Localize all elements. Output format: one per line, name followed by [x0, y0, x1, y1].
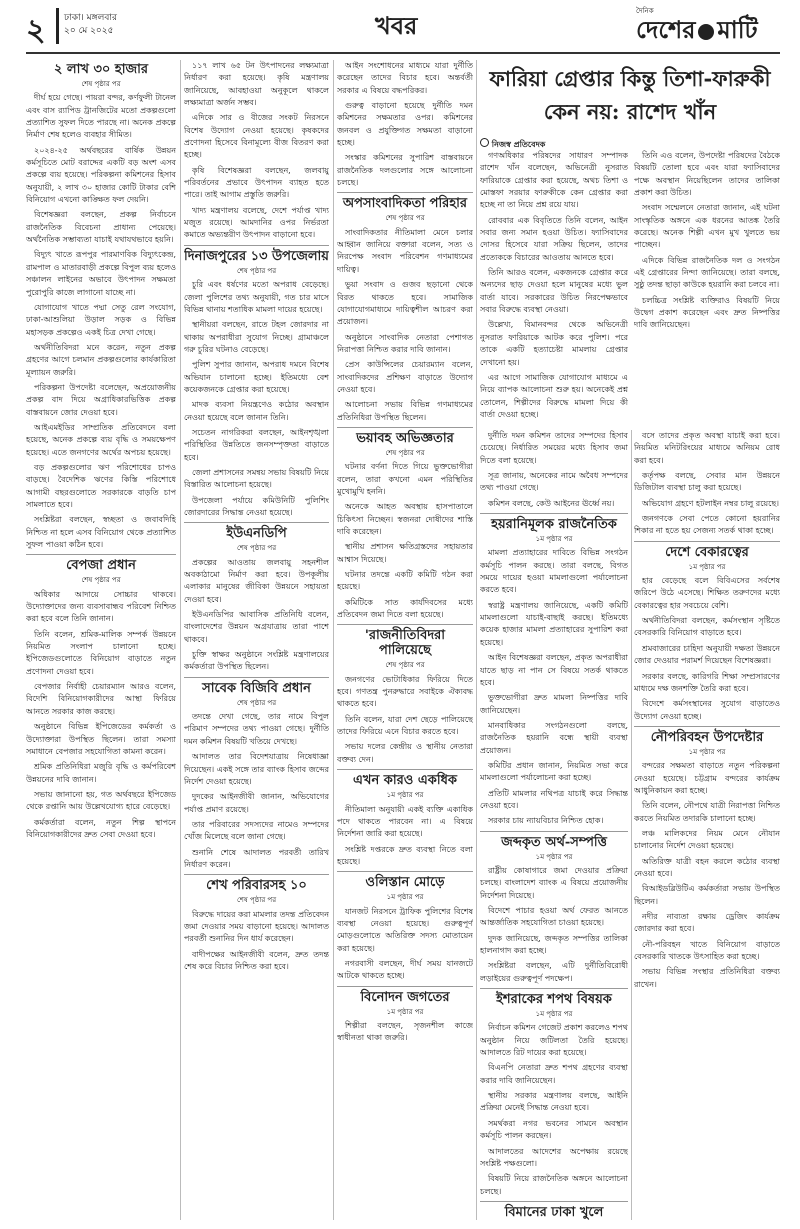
paragraph: ঘটনার বর্ণনা দিতে গিয়ে ভুক্তভোগীরা বলেন, তারা কখনো এমন পরিস্থিতির মুখোমুখি হননি।	[337, 462, 473, 496]
article	[480, 988, 628, 1198]
paragraph: গণঅধিকার পরিষদের সাধারণ সম্পাদক রাশেদ খাঁন বলেছেন, অভিনেত্রী নুসরাত ফারিয়াকে গ্রেপ্তার করা হয়েছে, অথচ তিশা ও মোস্তফা সরয়ার ফারুকীকে কেন গ্রেপ্তার করা হচ্ছে না তা নিয়ে প্রশ্ন রয়ে যায়।	[480, 151, 628, 210]
byline-circle-icon	[480, 138, 489, 147]
column-divider	[631, 430, 632, 1220]
paragraph: ইউএনডিপির আবাসিক প্রতিনিধি বলেন, বাংলাদেশের উন্নয়ন অগ্রযাত্রায় তারা পাশে থাকবে।	[184, 610, 329, 644]
paragraph: সভায় দলের কেন্দ্রীয় ও স্থানীয় নেতারা বক্তব্য দেন।	[337, 742, 473, 764]
column-divider	[476, 60, 477, 1220]
paragraph: আইন বিশেষজ্ঞরা বলছেন, প্রকৃত অপরাধীরা যাতে ছাড় না পান সে বিষয়ে সতর্ক থাকতে হবে।	[480, 653, 628, 687]
lead-column-1	[480, 150, 628, 420]
paragraph: আদালত তার বিদেশযাত্রায় নিষেধাজ্ঞা দিয়েছেন। একই সঙ্গে তার ব্যাংক হিসাব জব্দের নির্দেশ দেওয়া হয়েছে।	[184, 752, 329, 786]
paragraph: সূত্র জানায়, অনেকের নামে অবৈধ সম্পদের তথ্য পাওয়া গেছে।	[480, 471, 628, 493]
article-title: বিমানের ঢাকা খুলে	[504, 1204, 604, 1220]
paragraph: সংশ্লিষ্টরা বলছেন, স্বচ্ছতা ও জবাবদিহি নিশ্চিত না হলে এসব বিনিয়োগ থেকে প্রত্যাশিত সুফল পাওয়া কঠিন হবে।	[26, 515, 176, 550]
paragraph: কর্মকর্তারা বলেন, নতুন শিল্প স্থাপনে বিনিয়োগকারীদের দ্রুত সেবা দেওয়া হবে।	[26, 817, 176, 839]
paragraph: খাদ্য মন্ত্রণালয় বলেছে, দেশে পর্যাপ্ত খাদ্য মজুত রয়েছে। আমদানির ওপর নির্ভরতা কমাতে অভ্যন্তরীণ উৎপাদন বাড়ানো হবে।	[184, 205, 329, 240]
paragraph: এদিকে বিভিন্ন রাজনৈতিক দল ও সংগঠন এই গ্রেপ্তারের নিন্দা জানিয়েছে। তারা বলছে, সুষ্ঠু তদন্ত ছাড়া কাউকে হয়রানি করা চলবে না।	[634, 255, 780, 290]
paragraph: উল্লেখ্য, বিমানবন্দর থেকে অভিনেত্রী নুসরাত ফারিয়াকে আটক করে পুলিশ। পরে তাকে একটি হত্যাচেষ্টা মামলায় গ্রেপ্তার দেখানো হয়।	[480, 320, 628, 367]
paragraph: প্রতিটি মামলার নথিপত্র যাচাই করে সিদ্ধান্ত নেওয়া হবে।	[480, 788, 628, 810]
paragraph: বিআইডব্লিউটিএ কর্মকর্তারা সভায় উপস্থিত ছিলেন।	[634, 884, 780, 906]
article-separator	[184, 522, 329, 523]
paragraph: বিরুদ্ধে দায়ের করা মামলার তদন্ত প্রতিবেদন জমা দেওয়ার সময় বাড়ানো হয়েছে। আদালত পরবর্তী শুনানির দিন ধার্য করেছেন।	[184, 909, 329, 944]
paragraph: ভুক্তভোগীরা দ্রুত মামলা নিষ্পত্তির দাবি জানিয়েছেন।	[480, 693, 628, 715]
paragraph: স্থানীয় প্রশাসন ক্ষতিগ্রস্তদের সহায়তার আশ্বাস দিয়েছে।	[337, 542, 473, 564]
paragraph: অর্থনীতিবিদরা বলছেন, কর্মসংস্থান সৃষ্টিতে বেসরকারি বিনিয়োগ বাড়াতে হবে।	[634, 616, 780, 638]
article-title: দিনাজপুরের ১৩ উপজেলায়	[184, 248, 329, 264]
column-5	[634, 430, 780, 1220]
article-title: বিনোদন জগতের	[360, 989, 450, 1005]
paragraph: তার পরিবারের সদস্যদের নামেও সম্পদের খোঁজ মিলেছে বলে জানা গেছে।	[184, 819, 329, 842]
article	[337, 986, 473, 1045]
paragraph: অনুষ্ঠানে বিভিন্ন ইপিজেডের কর্মকর্তা ও উদ্যোক্তারা উপস্থিত ছিলেন। তারা সমস্যা সমাধানে বেপজার সহযোগিতা কামনা করেন।	[26, 722, 176, 756]
paragraph: নীতিমালা অনুযায়ী একই ব্যক্তি একাধিক পদে থাকতে পারবেন না। এ বিষয়ে নির্দেশনা জারি করা হয়েছে।	[337, 804, 473, 839]
article	[337, 427, 473, 621]
article-continued-note: ১ম পৃষ্ঠার পর	[386, 791, 424, 800]
article	[634, 726, 780, 991]
masthead	[636, 12, 758, 52]
paragraph: ভুয়া সংবাদ ও গুজব ছড়ানো থেকে বিরত থাকতে হবে। সামাজিক যোগাযোগমাধ্যমে দায়িত্বশীল আচরণ করা প্রয়োজন।	[337, 280, 473, 327]
paragraph: স্থানীয়রা বলছেন, রাতে টহল জোরদার না থাকায় অপরাধীরা সুযোগ নিচ্ছে। গ্রামাঞ্চলে গরু চুরির ঘটনাও বেড়েছে।	[184, 320, 329, 354]
paragraph: তিনি বলেন, নৌপথে যাত্রী নিরাপত্তা নিশ্চিত করতে নিয়মিত তদারকি চালানো হচ্ছে।	[634, 801, 780, 823]
paragraph: রোববার এক বিবৃতিতে তিনি বলেন, আইন সবার জন্য সমান হওয়া উচিত। ফ্যাসিবাদের দোসর হিসেবে যারা সক্রিয় ছিলেন, তাদের প্রত্যেককে বিচারের আওতায় আনতে হবে।	[480, 215, 628, 262]
masthead-small: দৈনিক	[636, 7, 654, 15]
paragraph: তদন্তে দেখা গেছে, তার নামে বিপুল পরিমাণ সম্পদের তথ্য পাওয়া গেছে। দুর্নীতি দমন কমিশন বিষয়টি খতিয়ে দেখছে।	[184, 712, 329, 746]
article-separator	[480, 988, 628, 989]
column-divider	[180, 60, 181, 1220]
paragraph: স্বরাষ্ট্র মন্ত্রণালয় জানিয়েছে, একটি কমিটি মামলাগুলো যাচাই-বাছাই করছে। ইতিমধ্যে কয়েক হাজার মামলা প্রত্যাহারের সুপারিশ করা হয়েছে।	[480, 600, 628, 647]
paragraph: চুক্তি স্বাক্ষর অনুষ্ঠানে সংশ্লিষ্ট মন্ত্রণালয়ের কর্মকর্তারা উপস্থিত ছিলেন।	[184, 650, 329, 672]
article	[184, 60, 329, 242]
paragraph: বেপজার নির্বাহী চেয়ারম্যান আরও বলেন, বিদেশি বিনিয়োগকারীদের আস্থা ফিরিয়ে আনতে সরকার কাজ করছে।	[26, 682, 176, 716]
paragraph: কর্তৃপক্ষ বলছে, সেবার মান উন্নয়নে ডিজিটাল ব্যবস্থা চালু করা হয়েছে।	[634, 471, 780, 493]
masthead-globe-icon	[698, 24, 714, 40]
paragraph: স্থানীয় সরকার মন্ত্রণালয় বলছে, আইনি প্রক্রিয়া মেনেই সিদ্ধান্ত নেওয়া হবে।	[480, 1091, 628, 1113]
paragraph: প্রকল্পের আওতায় জলবায়ু সহনশীল অবকাঠামো নির্মাণ করা হবে। উপকূলীয় এলাকার মানুষের জীবিকা উন্নয়নে সহায়তা দেওয়া হবে।	[184, 557, 329, 604]
article	[26, 62, 176, 551]
page-number: ২	[26, 13, 46, 48]
paragraph: শ্রমিক প্রতিনিধিরা মজুরি বৃদ্ধি ও কর্মপরিবেশ উন্নয়নের দাবি জানান।	[26, 762, 176, 784]
paragraph: কৃষি বিশেষজ্ঞরা বলছেন, জলবায়ু পরিবর্তনের প্রভাবে উৎপাদন ব্যাহত হতে পারে। তাই আগাম প্রস্তুতি জরুরি।	[184, 165, 329, 200]
paragraph: সংবাদ সম্মেলনে নেতারা জানান, এই ঘটনা সাংস্কৃতিক অঙ্গনে এক ধরনের আতঙ্ক তৈরি করেছে। অনেক শিল্পী এখন মুখ খুলতে ভয় পাচ্ছেন।	[634, 203, 780, 250]
article-separator	[480, 831, 628, 832]
paragraph: সরকার বলছে, কারিগরি শিক্ষা সম্প্রসারণের মাধ্যমে দক্ষ জনশক্তি তৈরি করা হবে।	[634, 671, 780, 693]
column-divider	[333, 60, 334, 1220]
paragraph: চলচ্চিত্র সংশ্লিষ্ট ব্যক্তিরাও বিষয়টি নিয়ে উদ্বেগ প্রকাশ করেছেন এবং দ্রুত নিষ্পত্তির দাবি জানিয়েছেন।	[634, 295, 780, 330]
masthead-left: দেশের	[636, 15, 696, 44]
paragraph: বন্দরের সক্ষমতা বাড়াতে নতুন পরিকল্পনা নেওয়া হয়েছে। চট্টগ্রাম বন্দরের কার্যক্রম আধুনিকায়ন করা হচ্ছে।	[634, 761, 780, 795]
paragraph: উপজেলা পর্যায়ে কমিউনিটি পুলিশিং জোরদারের সিদ্ধান্ত নেওয়া হয়েছে।	[184, 495, 329, 517]
paragraph: জেলা প্রশাসনের সমন্বয় সভায় বিষয়টি নিয়ে বিস্তারিত আলোচনা হয়েছে।	[184, 467, 329, 490]
paragraph: ঘটনার তদন্তে একটি কমিটি গঠন করা হয়েছে।	[337, 570, 473, 592]
article-title: এখন কারও একধিক	[353, 773, 457, 789]
paragraph: কমিটির প্রধান জানান, নিয়মিত সভা করে মামলাগুলো পর্যালোচনা করা হচ্ছে।	[480, 760, 628, 783]
article-continued-note: শেষ পৃষ্ঠার পর	[385, 214, 425, 223]
article-title: বেপজা প্রধান	[66, 558, 136, 574]
article	[337, 624, 473, 766]
article	[634, 430, 780, 538]
article-title: ইশরাকের শপথ বিষয়ক	[496, 992, 612, 1008]
paragraph: সভায় বিভিন্ন সংস্থার প্রতিনিধিরা বক্তব্য রাখেন।	[634, 967, 780, 989]
paragraph: আইএমইডির সাম্প্রতিক প্রতিবেদনে বলা হয়েছে, অনেক প্রকল্পে ব্যয় বৃদ্ধি ও সময়ক্ষেপণ হয়েছে। এতে জনগণের অর্থের অপচয় হয়েছে।	[26, 422, 176, 457]
dateline-city: ঢাকা। মঙ্গলবার	[64, 13, 117, 23]
article-title: হয়রানিমূলক রাজনৈতিক	[491, 517, 617, 533]
article-continued-note: শেষ পৃষ্ঠার পর	[236, 266, 277, 275]
paragraph: কমিশন বলছে, কেউ আইনের ঊর্ধ্বে নয়।	[488, 498, 615, 508]
article	[184, 677, 329, 871]
paragraph: নৌ-পরিবহন খাতে বিনিয়োগ বাড়াতে বেসরকারি খাতকে উৎসাহিত করা হচ্ছে।	[634, 939, 780, 962]
article-title: শেখ পরিবারসহ ১০	[206, 878, 307, 894]
paragraph: বিদেশে পাচার হওয়া অর্থ ফেরত আনতে আন্তর্জাতিক সহযোগিতা চাওয়া হয়েছে।	[480, 906, 628, 928]
header-divider	[56, 8, 59, 44]
article	[337, 60, 473, 189]
paragraph: ২০২৪-২৫ অর্থবছরের বার্ষিক উন্নয়ন কর্মসূচিতে মোট বরাদ্দের একটি বড় অংশ এসব প্রকল্পে ব্যয় হয়েছে। পরিকল্পনা কমিশনের হিসাব অনুযায়ী, ২ লাখ ৩০ হাজার কোটি টাকার বেশি বিনিয়োগ এখনো কাঙ্ক্ষিত ফল দেয়নি।	[26, 145, 176, 205]
article-title: সাবেক বিজিবি প্রধান	[202, 680, 311, 696]
article-title: জব্দকৃত অর্থ-সম্পত্তি	[501, 834, 607, 850]
article-title: ২ লাখ ৩০ হাজার	[53, 62, 149, 77]
paragraph: অর্থনীতিবিদরা মনে করেন, নতুন প্রকল্প গ্রহণের আগে চলমান প্রকল্পগুলোর কার্যকারিতা মূল্যায়ন জরুরি।	[26, 342, 176, 377]
article	[480, 1201, 628, 1220]
column-1	[26, 60, 176, 1220]
paragraph: দুর্নীতি দমন কমিশন তাদের সম্পদের হিসাব চেয়েছে। নির্ধারিত সময়ের মধ্যে হিসাব জমা দিতে বলা হয়েছে।	[480, 431, 628, 465]
dateline-date: ২০ মে ২০২৫	[64, 26, 114, 36]
article-separator	[184, 245, 329, 246]
article-continued-note: ১ম পৃষ্ঠার পর	[535, 852, 573, 861]
article-continued-note: শেষ পৃষ্ঠার পর	[385, 661, 425, 670]
paragraph: অনেকে আহত অবস্থায় হাসপাতালে চিকিৎসা নিচ্ছেন। স্বজনরা দোষীদের শাস্তি দাবি করেছেন।	[337, 502, 473, 536]
lead-headline	[480, 62, 780, 128]
paragraph: দীর্ঘ হয়ে গেছে। পায়রা বন্দর, কর্ণফুলী টানেল এবং বাস র‍্যাপিড ট্রানজিটের মতো প্রকল্পগুলো প্রত্যাশিত সুফল দিতে পারছে না। অনেক প্রকল্পে নির্মাণ শেষ হলেও ব্যবহার সীমিত।	[26, 93, 176, 140]
column-2	[184, 60, 329, 1220]
article-continued-note: ১ম পৃষ্ঠার পর	[688, 747, 726, 756]
section-title: খবর	[375, 11, 418, 40]
article-separator	[184, 677, 329, 678]
paragraph: অনুষ্ঠানে সাংবাদিক নেতারা পেশাগত নিরাপত্তা নিশ্চিত করার দাবি জানান।	[337, 332, 473, 354]
paragraph: তিনি এও বলেন, উপদেষ্টা পরিষদের বৈঠকে বিষয়টি তোলা হবে এবং যারা ফ্যাসিবাদের পক্ষে অবস্থান নিয়েছিলেন তাদের তালিকা প্রকাশ করা উচিত।	[634, 151, 780, 198]
paragraph: সংস্কার কমিশনের সুপারিশ বাস্তবায়নে রাজনৈতিক দলগুলোর সঙ্গে আলোচনা চলছে।	[337, 153, 473, 188]
paragraph: বিশেষজ্ঞরা বলছেন, প্রকল্প নির্বাচনে রাজনৈতিক বিবেচনা প্রাধান্য পেয়েছে। অর্থনৈতিক সম্ভাব্যতা যাচাই যথাযথভাবে হয়নি।	[26, 210, 176, 245]
article-title: ভয়াবহ অভিজ্ঞতার	[356, 430, 454, 446]
paragraph: নদীর নাব্যতা রক্ষায় ড্রেজিং কার্যক্রম জোরদার করা হবে।	[634, 912, 780, 934]
paragraph: এদিকে সার ও বীজের সংকট নিরসনে বিশেষ উদ্যোগ নেওয়া হয়েছে। কৃষকদের প্রণোদনা হিসেবে বিনামূল্যে বীজ বিতরণ করা হচ্ছে।	[184, 113, 329, 160]
paragraph: দুদকের আইনজীবী জানান, অভিযোগের পর্যাপ্ত প্রমাণ রয়েছে।	[184, 792, 329, 814]
paragraph: এর আগে সামাজিক যোগাযোগ মাধ্যমে এ নিয়ে ব্যাপক আলোচনা শুরু হয়। অনেকেই প্রশ্ন তোলেন, শিল্পীদের বিরুদ্ধে মামলা দিয়ে কী বার্তা দেওয়া হচ্ছে।	[480, 372, 628, 419]
article-separator	[26, 554, 176, 555]
paragraph: কমিটিকে সাত কার্যদিবসের মধ্যে প্রতিবেদন জমা দিতে বলা হয়েছে।	[337, 597, 473, 620]
article-continued-note: শেষ পৃষ্ঠার পর	[385, 448, 425, 457]
article-continued-note: ১ম পৃষ্ঠার পর	[386, 893, 424, 902]
article	[184, 245, 329, 520]
article-separator	[634, 541, 780, 542]
article-continued-note: শেষ পৃষ্ঠার পর	[81, 80, 121, 88]
paragraph: শুনানি শেষে আদালত পরবর্তী তারিখ নির্ধারণ করেন।	[184, 847, 329, 869]
paragraph: সাংবাদিকতার নীতিমালা মেনে চলার আহ্বান জানিয়ে বক্তারা বলেন, সত্য ও নিরপেক্ষ সংবাদ পরিবেশন গণমাধ্যমের দায়িত্ব।	[337, 227, 473, 274]
article	[480, 430, 628, 510]
paragraph: বিএনপি নেতারা দ্রুত শপথ গ্রহণের ব্যবস্থা করার দাবি জানিয়েছেন।	[480, 1063, 628, 1085]
article-continued-note: ১ম পৃষ্ঠার পর	[386, 1007, 424, 1016]
article	[634, 541, 780, 723]
paragraph: বিদ্যুৎ খাতে রূপপুর পারমাণবিক বিদ্যুৎকেন্দ্র, রামপাল ও মাতারবাড়ী প্রকল্পে বিপুল ব্যয় হলেও সঞ্চালন লাইনের অভাবে উৎপাদন সক্ষমতা পুরোপুরি কাজে লাগানো যাচ্ছে না।	[26, 250, 176, 297]
article-separator	[184, 874, 329, 875]
paragraph: মানবাধিকার সংগঠনগুলো বলছে, রাজনৈতিক হয়রানি বন্ধে স্থায়ী ব্যবস্থা প্রয়োজন।	[480, 720, 628, 755]
article-title: অপসাংবাদিকতা পরিহার	[342, 196, 468, 212]
paragraph: নগরবাসী বলছেন, দীর্ঘ সময় যানজটে আটকে থাকতে হচ্ছে।	[337, 958, 473, 981]
article-separator	[337, 624, 473, 625]
lead-headline-line1: ফারিয়া গ্রেপ্তার কিন্তু তিশা-ফারুকী	[489, 66, 771, 91]
article-separator	[480, 1201, 628, 1202]
lead-column-2	[634, 150, 780, 420]
article-continued-note: ১ম পৃষ্ঠার পর	[688, 562, 726, 571]
paragraph: শ্রমবাজারের চাহিদা অনুযায়ী দক্ষতা উন্নয়নে জোর দেওয়ার পরামর্শ দিয়েছেন বিশেষজ্ঞরা।	[634, 643, 780, 666]
paragraph: সভায় জানানো হয়, গত অর্থবছরে ইপিজেড থেকে রপ্তানি আয় উল্লেখযোগ্য হারে বেড়েছে।	[26, 789, 176, 812]
paragraph: দুদক জানিয়েছে, জব্দকৃত সম্পত্তির তালিকা হালনাগাদ করা হচ্ছে।	[480, 933, 628, 956]
paragraph: রাষ্ট্রীয় কোষাগারে জমা দেওয়ার প্রক্রিয়া চলছে। বাংলাদেশ ব্যাংক এ বিষয়ে প্রয়োজনীয় নির্দেশনা দিয়েছে।	[480, 865, 628, 900]
article-continued-note: ১ম পৃষ্ঠার পর	[535, 1010, 573, 1019]
article-title: 'রাজনীতিবিদরা পালিয়েছে	[364, 628, 446, 659]
paragraph: তিনি আরও বলেন, একজনকে গ্রেপ্তার করে অন্যদের ছাড় দেওয়া হলে মানুষের মধ্যে ভুল বার্তা যাবে। সরকারের উচিত নিরপেক্ষভাবে সবার বিরুদ্ধে ব্যবস্থা নেওয়া।	[480, 268, 628, 315]
article	[480, 513, 628, 828]
paragraph: বসে তাদের প্রকৃত অবস্থা যাচাই করা হবে। নিয়মিত মনিটরিংয়ের মাধ্যমে অনিয়ম রোধ করা হবে।	[634, 431, 780, 465]
article-separator	[337, 427, 473, 428]
paragraph: বিষয়টি নিয়ে রাজনৈতিক অঙ্গনে আলোচনা চলছে।	[480, 1174, 628, 1196]
article-separator	[634, 726, 780, 727]
paragraph: লঞ্চ মালিকদের নিয়ম মেনে নৌযান চালানোর নির্দেশ দেওয়া হয়েছে।	[634, 828, 780, 851]
paragraph: যানজট নিরসনে ট্রাফিক পুলিশের বিশেষ ব্যবস্থা নেওয়া হয়েছে। গুরুত্বপূর্ণ মোড়গুলোতে অতিরিক্ত সদস্য মোতায়েন করা হয়েছে।	[337, 906, 473, 953]
paragraph: সংশ্লিষ্ট দপ্তরকে দ্রুত ব্যবস্থা নিতে বলা হয়েছে।	[337, 844, 473, 866]
article-title: নৌপরিবহন উপদেষ্টার	[650, 729, 764, 745]
article	[337, 769, 473, 868]
paragraph: জনগণকে সেবা পেতে কোনো হয়রানির শিকার না হতে হয় সেজন্য সতর্ক থাকা হচ্ছে।	[634, 514, 780, 536]
paragraph: শিল্পীরা বলছেন, সৃজনশীল কাজে স্বাধীনতা থাকা জরুরি।	[337, 1020, 473, 1043]
article-continued-note: শেষ পৃষ্ঠার পর	[236, 698, 277, 707]
article-separator	[337, 986, 473, 987]
article-separator	[480, 513, 628, 514]
paragraph: নির্বাচন কমিশন গেজেট প্রকাশ করলেও শপথ অনুষ্ঠান নিয়ে জটিলতা তৈরি হয়েছে। আদালতে রিট দায়ের করা হয়েছে।	[480, 1023, 628, 1058]
article	[184, 874, 329, 973]
page-header	[0, 0, 800, 52]
paragraph: চুরি এবং ধর্ষণের মতো অপরাধ বেড়েছে। জেলা পুলিশের তথ্য অনুযায়ী, গত চার মাসে বিভিন্ন থানায় শতাধিক মামলা দায়ের হয়েছে।	[184, 280, 329, 314]
article-title: ওলিস্তান মোড়ে	[365, 875, 445, 891]
paragraph: গুরুত্ব বাড়ানো হয়েছে দুর্নীতি দমন কমিশনের সক্ষমতার ওপর। কমিশনের জনবল ও প্রযুক্তিগত সক্ষমতা বাড়ানো হচ্ছে।	[337, 101, 473, 148]
masthead-right: মাটি	[717, 15, 758, 44]
paragraph: বড় প্রকল্পগুলোর ঋণ পরিশোধের চাপও বাড়ছে। বৈদেশিক ঋণের কিস্তি পরিশোধে আগামী বছরগুলোতে সরকারকে বাড়তি চাপ সামলাতে হবে।	[26, 462, 176, 509]
article-separator	[337, 192, 473, 193]
article-separator	[337, 871, 473, 872]
article-continued-note: শেষ পৃষ্ঠার পর	[236, 544, 277, 553]
article-continued-note: ১ম পৃষ্ঠার পর	[535, 535, 573, 544]
article	[26, 554, 176, 841]
paragraph: তিনি বলেন, যারা দেশ ছেড়ে পালিয়েছে তাদের ফিরিয়ে এনে বিচার করতে হবে।	[337, 714, 473, 737]
article-continued-note: শেষ পৃষ্ঠার পর	[81, 576, 121, 585]
article	[184, 522, 329, 673]
paragraph: সরকার চায় ন্যায়বিচার নিশ্চিত হোক।	[488, 816, 604, 826]
paragraph: সমর্থকরা নগর ভবনের সামনে অবস্থান কর্মসূচি পালন করছেন।	[480, 1118, 628, 1141]
paragraph: অধিকার আদায়ে সোচ্চার থাকবে। উদ্যোক্তাদের জন্য ব্যবসাবান্ধব পরিবেশ নিশ্চিত করা হবে বলে তিনি জানান।	[26, 589, 176, 624]
paragraph: বাদীপক্ষের আইনজীবী বলেন, দ্রুত তদন্ত শেষ করে বিচার নিশ্চিত করা হবে।	[184, 949, 329, 971]
article-title: ইউএনডিপি	[226, 526, 287, 542]
paragraph: আলোচনা সভায় বিভিন্ন গণমাধ্যমের প্রতিনিধিরা উপস্থিত ছিলেন।	[337, 400, 473, 422]
article	[337, 192, 473, 424]
article	[480, 831, 628, 985]
header-rule	[26, 52, 780, 54]
article-title: দেশে বেকারত্বের	[665, 544, 749, 560]
paragraph: অতিরিক্ত যাত্রী বহন করলে কঠোর ব্যবস্থা নেওয়া হবে।	[634, 856, 780, 878]
paragraph: সচেতন নাগরিকরা বলছেন, আইনশৃঙ্খলা পরিস্থিতির উন্নতিতে জনসম্পৃক্ততা বাড়াতে হবে।	[184, 427, 329, 462]
article	[337, 871, 473, 982]
paragraph: পুলিশ সুপার জানান, অপরাধ দমনে বিশেষ অভিযান চালানো হচ্ছে। ইতিমধ্যে বেশ কয়েকজনকে গ্রেপ্তার করা হয়েছে।	[184, 360, 329, 394]
lead-byline-text: নিজস্ব প্রতিবেদক	[491, 139, 546, 149]
paragraph: বিদেশে কর্মসংস্থানের সুযোগ বাড়াতেও উদ্যোগ নেওয়া হচ্ছে।	[634, 699, 780, 721]
lead-headline-line2: কেন নয়: রাশেদ খাঁন	[543, 99, 717, 124]
paragraph: হার বেড়েছে বলে বিবিএসের সর্বশেষ জরিপে উঠে এসেছে। শিক্ষিত তরুণদের মধ্যে বেকারত্বের হার সবচেয়ে বেশি।	[634, 576, 780, 610]
paragraph: আদালতের আদেশের অপেক্ষায় রয়েছে সংশ্লিষ্ট পক্ষগুলো।	[480, 1146, 628, 1168]
paragraph: ১১৭ লাখ ৬৫ টন উৎপাদনের লক্ষ্যমাত্রা নির্ধারণ করা হয়েছে। কৃষি মন্ত্রণালয় জানিয়েছে, আবহাওয়া অনুকূলে থাকলে লক্ষ্যমাত্রা অর্জন সম্ভব।	[184, 61, 329, 108]
dateline	[64, 12, 117, 38]
paragraph: প্রেস কাউন্সিলের চেয়ারম্যান বলেন, সাংবাদিকদের প্রশিক্ষণ বাড়াতে উদ্যোগ নেওয়া হবে।	[337, 360, 473, 394]
paragraph: সংশ্লিষ্টরা বলছেন, এটি দুর্নীতিবিরোধী লড়াইয়ের গুরুত্বপূর্ণ পদক্ষেপ।	[480, 961, 628, 983]
article-separator	[337, 769, 473, 770]
column-3	[337, 60, 473, 1220]
paragraph: জনগণের ভোটাধিকার ফিরিয়ে দিতে হবে। গণতন্ত্র পুনরুদ্ধারে সবাইকে ঐক্যবদ্ধ থাকতে হবে।	[337, 674, 473, 709]
paragraph: পরিকল্পনা উপদেষ্টা বলেছেন, অপ্রয়োজনীয় প্রকল্প বাদ দিয়ে অগ্রাধিকারভিত্তিক প্রকল্প বাস্তবায়নে জোর দেওয়া হবে।	[26, 382, 176, 417]
paragraph: আইন সংশোধনের মাধ্যমে যারা দুর্নীতি করেছেন তাদের বিচার হবে। অন্তর্বর্তী সরকার এ বিষয়ে বদ্ধপরিকর।	[337, 61, 473, 95]
paragraph: মামলা প্রত্যাহারের দাবিতে বিভিন্ন সংগঠন কর্মসূচি পালন করছে। তারা বলছে, বিগত সময়ে দায়ের হওয়া মামলাগুলো পর্যালোচনা করতে হবে।	[480, 548, 628, 595]
column-4	[480, 430, 628, 1220]
paragraph: যোগাযোগ খাতে পদ্মা সেতু রেল সংযোগ, ঢাকা-আশুলিয়া উড়াল সড়ক ও বিভিন্ন মহাসড়ক প্রকল্পেও একই চিত্র দেখা গেছে।	[26, 302, 176, 337]
paragraph: অভিযোগ গ্রহণে হটলাইন নম্বর চালু রয়েছে।	[642, 498, 780, 508]
paragraph: তিনি বলেন, শ্রমিক-মালিক সম্পর্ক উন্নয়নে নিয়মিত সংলাপ চালানো হচ্ছে। ইপিজেডগুলোতে বিনিয়োগ বাড়াতে নতুন প্রণোদনা দেওয়া হবে।	[26, 629, 176, 676]
article-continued-note: শেষ পৃষ্ঠার পর	[236, 896, 277, 905]
paragraph: মাদক ব্যবসা নিয়ন্ত্রণেও কঠোর অবস্থান নেওয়া হয়েছে বলে জানান তিনি।	[184, 400, 329, 422]
